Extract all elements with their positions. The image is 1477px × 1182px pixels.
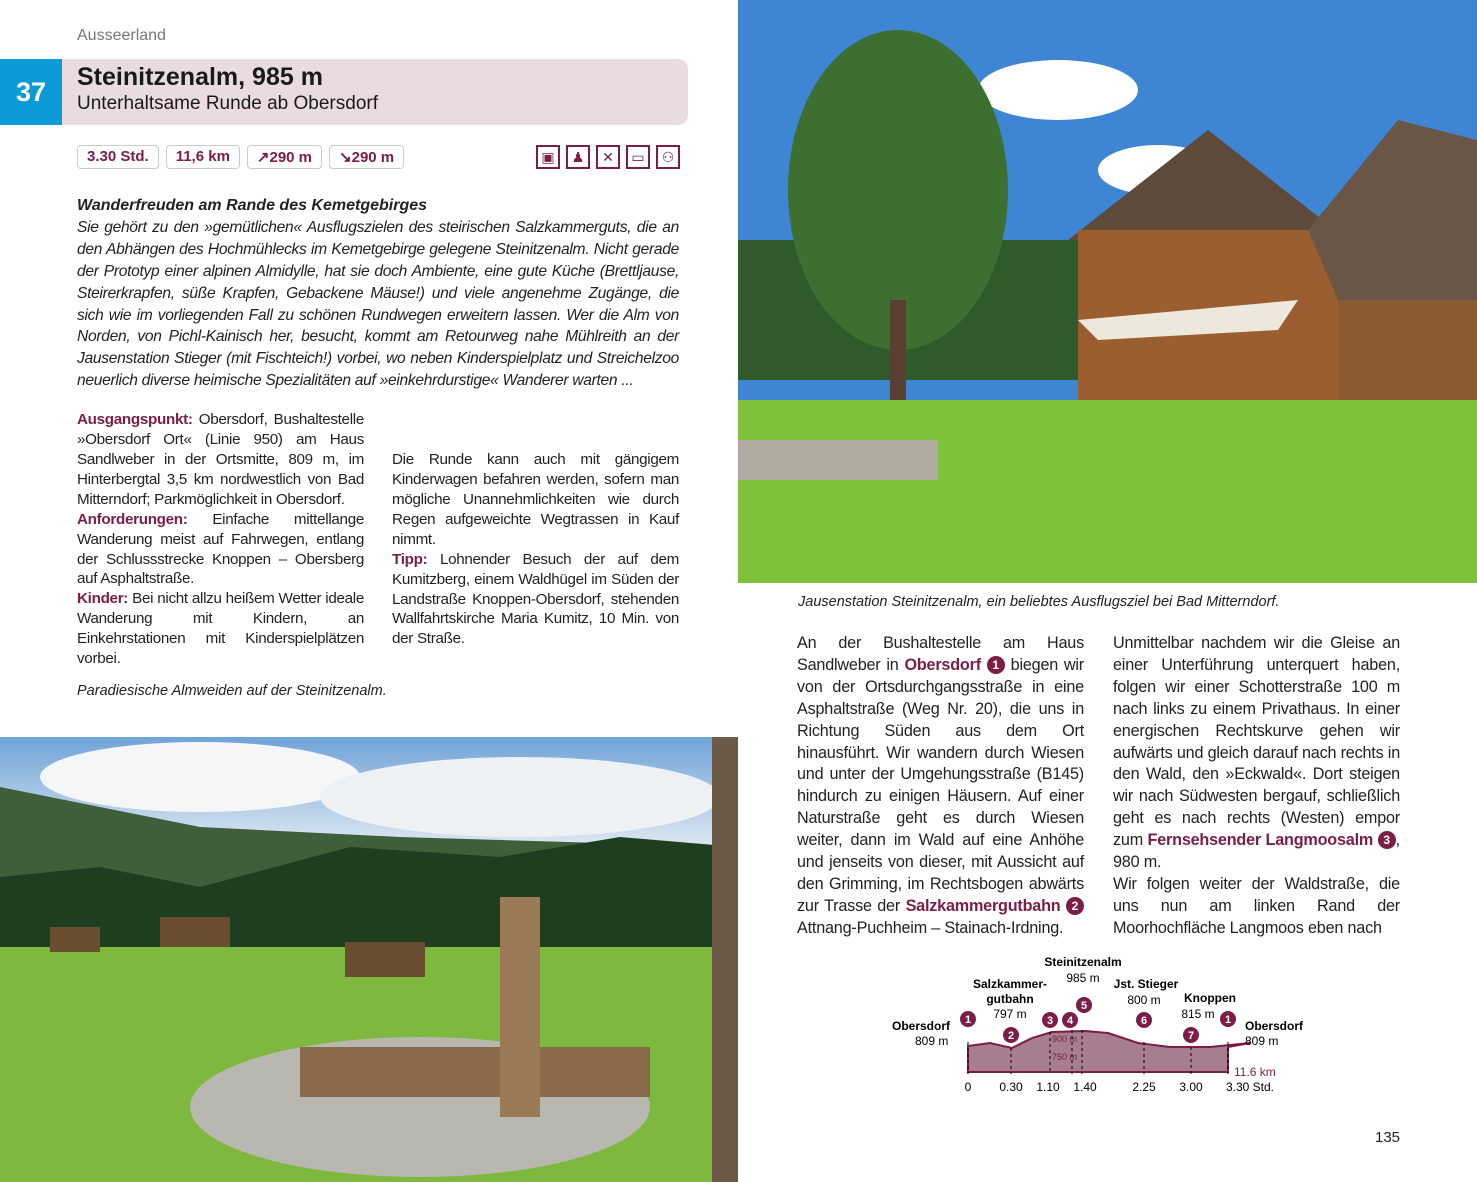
requirements-label: Anforderungen: <box>77 510 188 528</box>
route-text: Wir folgen weiter der Waldstraße, die uns nun am linken Rand der Moorhochfläche Langmoos eben nach <box>1113 874 1400 937</box>
kids-text: Bei nicht allzu heißem Wetter ideale Wanderung mit Kindern, an Einkehrstationen mit Kinderspielplätzen vorbei. <box>77 590 364 668</box>
right-text-flow <box>797 633 1400 1102</box>
intro <box>77 195 679 392</box>
tour-number: 37 <box>0 59 62 125</box>
left-photo-caption: Paradiesische Almweiden auf der Steinitzenalm. <box>77 682 387 699</box>
profile-label: Knoppen <box>1184 990 1236 1005</box>
time-tick: 2.25 <box>1132 1079 1156 1094</box>
grid-label: 900 m <box>1052 1033 1078 1044</box>
kids-label: Kinder: <box>77 590 129 608</box>
waypoint-number: 3 <box>1046 1014 1054 1027</box>
elevation-profile <box>880 952 1320 1102</box>
profile-alt: 797 m <box>993 1006 1027 1021</box>
restaurant-icon: ✕ <box>596 145 620 169</box>
tip-label: Tipp: <box>392 550 428 568</box>
route-columns <box>797 633 1400 940</box>
waypoint-number: 6 <box>1140 1014 1148 1027</box>
waypoint-marker: 3 <box>1378 831 1396 849</box>
profile-alt: 815 m <box>1181 1006 1215 1021</box>
time-tick: 1.10 <box>1036 1079 1060 1094</box>
family-icon: ♟ <box>566 145 590 169</box>
waypoint-number: 5 <box>1080 999 1088 1012</box>
time-tick: 1.40 <box>1073 1079 1097 1094</box>
route-column-1 <box>797 633 1084 940</box>
profile-label: Salzkammer- <box>972 976 1048 991</box>
time-tick: 0 <box>964 1079 972 1094</box>
waypoint-number: 2 <box>1007 1029 1015 1042</box>
ascent-badge: ↗290 m <box>247 145 322 169</box>
info-column-1 <box>77 410 364 669</box>
waypoint-number: 4 <box>1066 1014 1074 1027</box>
page-title: Steinitzenalm, 985 m <box>77 63 323 91</box>
descent-badge: ↘290 m <box>329 145 404 169</box>
bed-icon: ▭ <box>626 145 650 169</box>
profile-label: Obersdorf <box>892 1018 951 1033</box>
grid-label: 750 m <box>1052 1051 1078 1062</box>
page-subtitle: Unterhaltsame Runde ab Obersdorf <box>77 93 378 114</box>
waypoint-salzkammergutbahn: Salzkammergutbahn <box>905 896 1061 915</box>
bus-icon: ▣ <box>536 145 560 169</box>
waypoint-marker: 1 <box>987 656 1005 674</box>
start-text: Obersdorf, Bushaltestelle »Obersdorf Ort« (Linie 950) am Haus Sandlweber in der Ortsmitte, 809 m, im Hinterbergtal 3,5 km nordwestlich von Bad Mitterndorf; Parkmöglichkeit in Obersdorf. <box>77 411 364 508</box>
left-text-flow <box>77 195 679 699</box>
tip-text: Lohnender Besuch der auf dem Kumitzberg, einem Waldhügel im Süden der Landstraße Knoppen-Obersdorf, stehenden Wallfahrtskirche Maria Kumitz, 10 Min. von der Straße. <box>392 550 679 648</box>
info-row <box>77 410 679 669</box>
requirements-text: Einfache mittellange Wanderung meist auf Fahrwegen, entlang der Schlussstrecke Knoppen – Obersberg auf Asphaltstraße. <box>77 510 364 588</box>
time-tick: 3.00 <box>1179 1079 1203 1094</box>
route-text: Attnang-Puchheim – Stainach-Irdning. <box>797 918 1064 937</box>
route-text: Unmittelbar nachdem wir die Gleise an einer Unterführung unterquert haben, folgen wir einer Schotterstraße 100 m nach links zu einem Privathaus. In einer energischen Rechtskurve gehen wir aufwärts und gleich darauf nach rechts in den Wald, den »Eckwald«. Dort steigen wir nach Südwesten bergauf, schließlich geht es nach rechts (Westen) empor zum <box>1113 634 1400 850</box>
stats <box>77 145 404 169</box>
profile-label: Steinitzenalm <box>1044 954 1122 969</box>
waypoint-obersdorf: Obersdorf <box>904 655 981 674</box>
route-text: biegen wir von der Ortsdurchgangsstraße in eine Asphaltstraße (Weg Nr. 20), die uns in Richtung Süden aus dem Ort hinausführt. Wir wandern durch Wiesen und unter der Umgehungsstraße (B145) hindurch zu einigen Häusern. Auf einer Naturstraße geht es durch Wiesen weiter, dann im Wald auf eine Anhöhe und jenseits von dieser, mit Aussicht auf den Grimming, im Rechtsbogen abwärts zur Trasse der <box>797 655 1084 915</box>
profile-label: Obersdorf <box>1245 1018 1304 1033</box>
waypoint-number: 1 <box>1224 1013 1232 1026</box>
profile-label: gutbahn <box>986 991 1034 1006</box>
title-bar <box>62 59 688 125</box>
children-icon: ⚇ <box>656 145 680 169</box>
region-label: Ausseerland <box>77 27 166 44</box>
profile-alt: 809 m <box>915 1033 949 1048</box>
waypoint-fernsehsender: Fernsehsender Langmoosalm <box>1147 831 1374 850</box>
route-text: , 980 m. <box>1113 831 1400 872</box>
distance-label: 11.6 km <box>1234 1064 1276 1079</box>
waypoint-marker: 2 <box>1066 897 1084 915</box>
alm-hut-photo <box>738 0 1477 583</box>
profile-label: Jst. Stieger <box>1113 976 1179 991</box>
route-text: An der Bushaltestelle am Haus Sandlweber in <box>797 634 1084 674</box>
info-column-2 <box>392 410 679 669</box>
route-column-2 <box>1113 633 1400 940</box>
intro-text: Sie gehört zu den »gemütlichen« Ausflugszielen des steirischen Salzkammerguts, die an den Abhängen des Hochmühlecks im Kemetgebirge gelegene Steinitzenalm. Nicht gerade der Prototyp einer alpinen Almidylle, hat sie doch Ambiente, eine gute Küche (Brettljause, Steirerkrapfen, süße Krapfen, Gebackene Mäuse!) und viele angenehme Zugänge, die sich wie im vorliegenden Fall zu schönen Rundwegen erweitern lassen. Wer die Alm von Norden, von Pichl-Kainisch her, besucht, kommt am Retourweg nahe Mühlreith an der Jausenstation Stieger (mit Fischteich!) vorbei, wo neben Kinderspielplatz und Streichelzoo neuerlich diverse heimische Spezialitäten auf »einkehrdurstige« Wanderer warten ... <box>77 218 679 390</box>
waypoint-number: 1 <box>964 1013 972 1026</box>
time-tick: 3.30 Std. <box>1225 1079 1275 1094</box>
stroller-text: Die Runde kann auch mit gängigem Kinderwagen befahren werden, sofern man mögliche Unannehmlichkeiten wie durch Regen aufgeweichte Wegtrassen in Kauf nimmt. <box>392 451 679 548</box>
start-label: Ausgangspunkt: <box>77 411 193 429</box>
feature-icons <box>536 145 680 169</box>
right-photo-caption: Jausenstation Steinitzenalm, ein beliebtes Ausflugsziel bei Bad Mitterndorf. <box>798 594 1280 610</box>
waypoint-number: 7 <box>1187 1029 1195 1042</box>
meadow-photo <box>0 737 738 1182</box>
profile-alt: 800 m <box>1127 992 1161 1007</box>
intro-heading: Wanderfreuden am Rande des Kemetgebirges <box>77 197 428 214</box>
profile-alt: 809 m <box>1245 1033 1279 1048</box>
page-number: 135 <box>1375 1129 1401 1146</box>
profile-alt: 985 m <box>1066 970 1100 985</box>
duration-badge: 3.30 Std. <box>77 145 159 169</box>
time-tick: 0.30 <box>999 1079 1023 1094</box>
distance-badge: 11,6 km <box>166 145 240 169</box>
